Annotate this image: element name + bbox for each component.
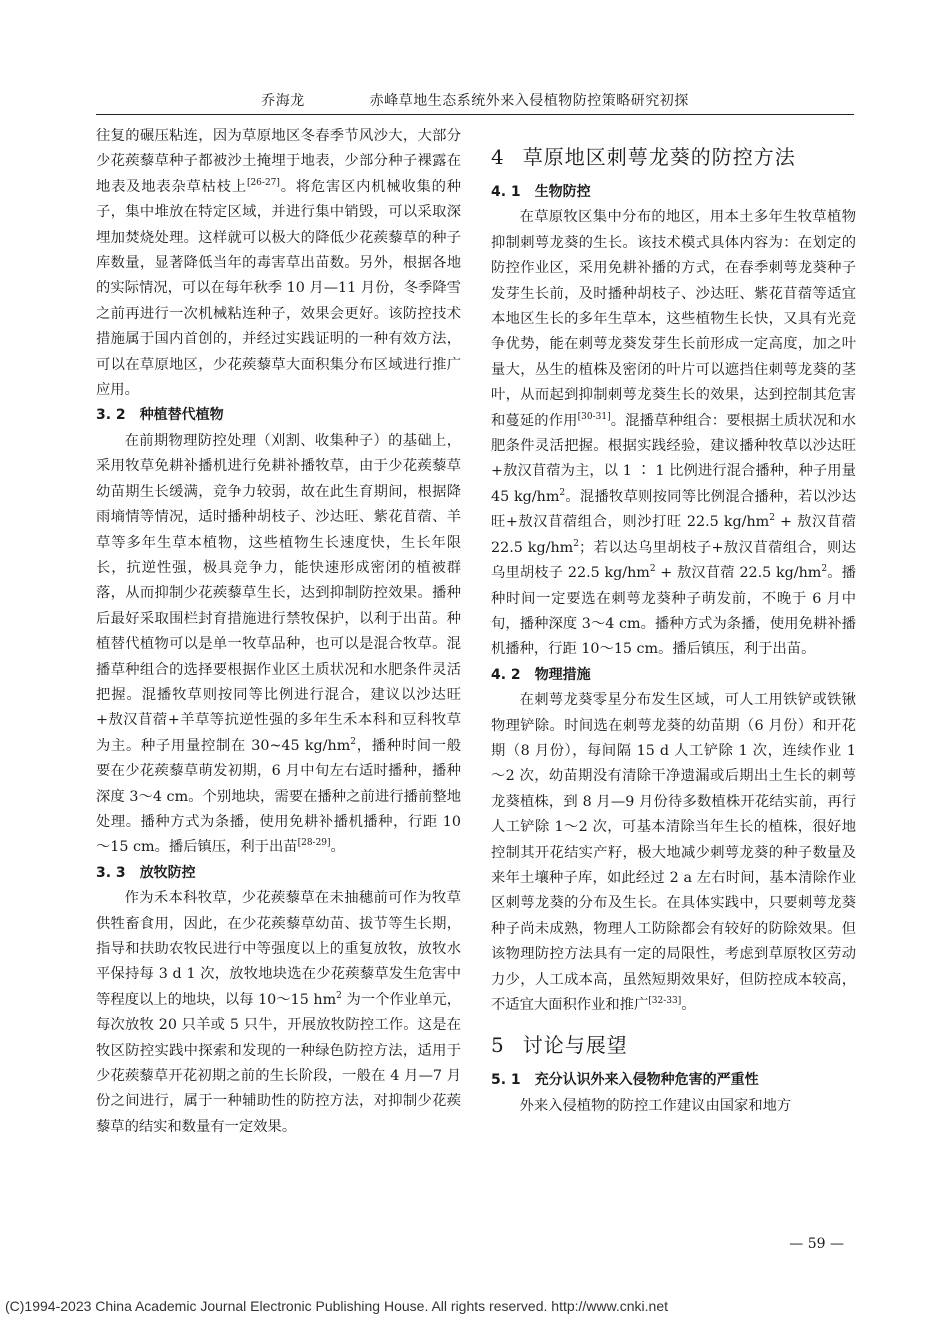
section-heading-3-3 [96,861,461,886]
right-column [491,124,856,1119]
header-author: 乔海龙 [261,93,305,109]
citation: [30-31] [577,411,611,422]
text: 在前期物理防控处理（刈割、收集种子）的基础上，采用牧草免耕补播机进行免耕补播牧草，由于少花蒺藜草幼苗期生长缓满，竞争力较弱，故在此生育期间，根据降雨墒情等情况，适时播种胡枝子、沙达旺、紫花苜蓿、羊草等多年生草本植物，这些植物生长速度快，生长年限长，抗逆性强，极具竞争力，能快速形成密闭的植被群落，从而抑制少花蒺藜草生长，达到抑制防控效果。播种后最好采取围栏封育措施进行禁牧保护，以利于出苗。种植替代植物可以是单一牧草品种，也可以是混合牧草。混播草种组合的选择要根据作业区土质状况和水肥条件灵活把握。混播牧草则按同等比例进行混合，建议以沙达旺+敖汉苜蓿+羊草等抗逆性强的多年生禾本科和豆科牧草为主。种子用量控制在 30~45 kg/hm [96,432,461,754]
citation: [26-27] [246,178,280,189]
header-rule [96,114,854,115]
chapter-heading-4 [491,142,856,172]
text: + 敖汉苜蓿 22.5 kg/hm [491,514,856,556]
text: 。将危害区内机械收集的种子，集中堆放在特定区域，并进行集中销毁，可以采取深埋加焚烧处理。这样就可以极大的降低少花蒺藜草的种子库数量，显著降低当年的毒害草出苗数。另外，根据各地的实际情况，可以在每年秋季 10 月—11 月份，冬季降雪之前再进行一次机械粘连种子，效果会更好。该防控技术措施属于国内首创的，并经过实践证明的一种有效方法，可以在草原地区，少花蒺藜草大面积集分布区域进行推广应用。 [96,178,462,399]
text: ，播种时间一般要在少花蒺藜草萌发初期，6 月中旬左右适时播种，播种深度 3～4 cm。个别地块，需要在播种之前进行播前整地处理。播种方式为条播，使用免耕补播机播种，行距 10～15 cm。播后镇压，利于出苗 [96,737,461,856]
superscript: 2 [649,564,656,575]
chapter-heading-5 [491,1030,856,1060]
section-number: 4. 1 [491,184,521,200]
citation: [32-33] [648,996,682,1007]
page-number: — 59 — [789,1236,844,1252]
section-title: 放牧防控 [139,864,196,881]
section-heading-4-1 [491,180,856,205]
section-number: 5. 1 [491,1072,521,1089]
text: 在草原牧区集中分布的地区，用本土多年生牧草植物抑制刺萼龙葵的生长。该技术模式具体内容为：在划定的防控作业区，采用免耕补播的方式，在春季刺萼龙葵种子发芽生长前，及时播种胡枝子、沙达旺、紫花苜蓿等适宜本地区生长的多年生草本，这些植物生长快，又具有光竞争优势，能在刺萼龙葵发芽生长前形成一定高度，加之叶量大，丛生的植株及密闭的叶片可以遮挡住刺萼龙葵的茎叶，从而起到抑制刺萼龙葵生长的效果，达到控制其危害和蔓延的作用 [491,209,856,429]
section-title: 种植替代植物 [139,407,224,424]
section-heading-3-2 [96,403,461,428]
header-title: 赤峰草地生态系统外来入侵植物防控策略研究初探 [369,93,689,109]
paragraph [96,124,461,403]
text: 。播种时间一定要选在刺萼龙葵种子萌发前，不晚于 6 月中旬，播种深度 3～4 cm。播种方式为条播，使用免耕补播机播种，行距 10～15 cm。播后镇压，利于出苗。 [491,565,857,658]
paragraph [96,429,461,861]
copyright-footer: (C)1994-2023 China Academic Journal Electronic Publishing House. All rights reserved. http://www.cnki.net [5,1298,668,1314]
section-number: 3. 2 [96,407,126,424]
superscript: 2 [821,564,828,575]
section-title: 充分认识外来入侵物种危害的严重性 [534,1072,759,1089]
citation: [28-29] [297,838,331,849]
text: ；若以达乌里胡枝子+敖汉苜蓿组合，则达乌里胡枝子 22.5 kg/hm [491,539,857,582]
section-heading-4-2 [491,663,856,688]
text: 。 [330,839,345,856]
text: 在刺萼龙葵零星分布发生区域，可人工用铁铲或铁锹物理铲除。时间选在刺萼龙葵的幼苗期（6 月份）和开花期（8 月份），每间隔 15 d 人工铲除 1 次，连续作业 1～2 次，幼苗期没有清除干净遗漏或后期出土生长的刺萼龙葵植株，到 8 月—9 月份待多数植株开花结实前，再行人工铲除 1～2 次，可基本清除当年生长的植株，很好地控制其开花结实产籽，极大地减少刺萼龙葵的种子数量及来年土壤种子库，如此经过 2 a 左右时间，基本清除作业区刺萼龙葵的分布及生长。在具体实践中，只要刺萼龙葵种子尚未成熟，物理人工防除都会有较好的防除效果。但该物理防控方法具有一定的局限性，考虑到草原牧区劳动力少，人工成本高，虽然短期效果好，但防控成本较高，不适宜大面积作业和推广 [491,692,856,1013]
text: 往复的碾压粘连，因为草原地区冬春季节风沙大，大部分少花蒺藜草种子都被沙土掩埋于地表，少部分种子裸露在地表及地表杂草枯枝上 [96,128,461,195]
section-number: 3. 3 [96,864,126,881]
section-heading-5-1 [491,1068,856,1093]
section-title: 物理措施 [534,666,591,683]
text: + 敖汉苜蓿 22.5 kg/hm [655,565,822,582]
chapter-number: 4 [491,145,505,169]
text: 外来入侵植物的防控工作建议由国家和地方 [519,1097,792,1114]
text: 为一个作业单元，每次放牧 20 只羊或 5 只牛，开展放牧防控工作。这是在牧区防控实践中探索和发现的一种绿色防控方法，适用于少花蒺藜草开花初期之前的生长阶段，一般在 4 月—7 月份之间进行，属于一种辅助性的防控方法，对抑制少花蒺藜草的结实和数量有一定效果。 [96,991,461,1135]
section-number: 4. 2 [491,666,521,683]
text: 。 [681,997,696,1013]
text: 。混播牧草则按同等比例混合播种，若以沙达旺+敖汉苜蓿组合，则沙打旺 22.5 kg/hm [491,488,857,531]
running-header [96,90,854,110]
paragraph [491,1094,856,1119]
superscript: 2 [350,736,356,747]
section-title: 生物防控 [534,184,591,200]
chapter-title: 草原地区刺萼龙葵的防控方法 [522,145,796,169]
paragraph [491,688,856,1018]
chapter-number: 5 [491,1033,505,1058]
paragraph [96,886,461,1140]
superscript: 2 [573,538,579,549]
paragraph [491,205,856,662]
left-column [96,124,461,1140]
superscript: 2 [336,991,342,1002]
text: 作为禾本科牧草，少花蒺藜草在未抽穗前可作为牧草供牲畜食用，因此，在少花蒺藜草幼苗、拔节等生长期，指导和扶助农牧民进行中等强度以上的重复放牧，放牧水平保持每 3 d 1 次，放牧地块选在少花蒺藜草发生危害中等程度以上的地块，以每 10～15 hm [96,890,461,1008]
superscript: 2 [769,513,775,524]
chapter-title: 讨论与展望 [522,1033,628,1058]
text: 。混播草种组合：要根据土质状况和水肥条件灵活把握。根据实践经验，建议播种牧草以沙达旺+敖汉苜蓿为主，以 1 ∶ 1 比例进行混合播种，种子用量 45 kg/hm [491,412,857,505]
superscript: 2 [559,488,566,499]
